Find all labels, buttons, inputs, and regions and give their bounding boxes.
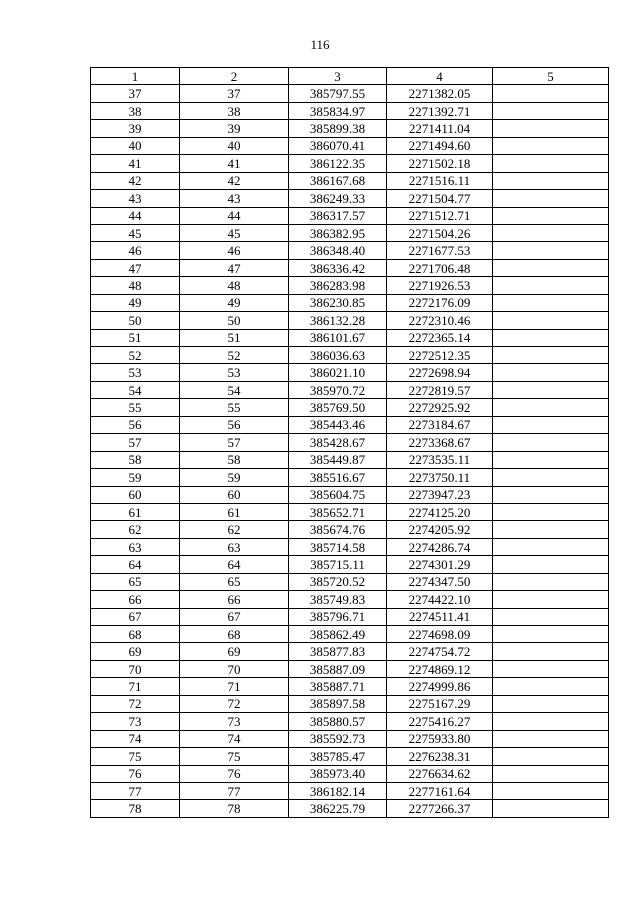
table-row: [91, 573, 609, 590]
table-cell: 75: [180, 748, 289, 765]
table-cell: [493, 294, 609, 311]
table-cell: 56: [91, 416, 180, 433]
table-cell: [493, 207, 609, 224]
table-cell: 72: [91, 695, 180, 712]
table-cell: 2271494.60: [387, 137, 493, 154]
table-cell: 385899.38: [289, 120, 387, 137]
table-cell: 2273184.67: [387, 416, 493, 433]
table-cell: [493, 469, 609, 486]
table-cell: 385714.58: [289, 538, 387, 555]
table-cell: [493, 765, 609, 782]
table-cell: 57: [180, 434, 289, 451]
table-cell: 71: [91, 678, 180, 695]
table-cell: 2277266.37: [387, 800, 493, 817]
table-cell: 2272365.14: [387, 329, 493, 346]
table-row: [91, 259, 609, 276]
table-row: [91, 172, 609, 189]
table-cell: 2272512.35: [387, 347, 493, 364]
table-cell: 385973.40: [289, 765, 387, 782]
table-cell: [493, 538, 609, 555]
table-cell: 38: [91, 102, 180, 119]
table-cell: 2271926.53: [387, 277, 493, 294]
table-cell: 385449.87: [289, 451, 387, 468]
table-row: [91, 155, 609, 172]
table-cell: [493, 643, 609, 660]
table-cell: 40: [180, 137, 289, 154]
table-row: [91, 224, 609, 241]
table-cell: 385674.76: [289, 521, 387, 538]
table-cell: 2274125.20: [387, 503, 493, 520]
column-header: 4: [387, 68, 493, 85]
table-cell: 42: [180, 172, 289, 189]
table-cell: 386122.35: [289, 155, 387, 172]
table-row: [91, 643, 609, 660]
table-cell: [493, 85, 609, 102]
table-cell: 44: [91, 207, 180, 224]
table-cell: 2275167.29: [387, 695, 493, 712]
table-cell: 74: [180, 730, 289, 747]
table-row: [91, 399, 609, 416]
table-row: [91, 695, 609, 712]
table-row: [91, 434, 609, 451]
column-header: 2: [180, 68, 289, 85]
table-cell: 386021.10: [289, 364, 387, 381]
table-cell: 50: [91, 312, 180, 329]
table-row: [91, 748, 609, 765]
table-cell: [493, 137, 609, 154]
table-cell: 58: [91, 451, 180, 468]
table-cell: [493, 416, 609, 433]
table-cell: [493, 556, 609, 573]
table-cell: 39: [180, 120, 289, 137]
table-cell: 42: [91, 172, 180, 189]
table-cell: 2274286.74: [387, 538, 493, 555]
table-cell: 386132.28: [289, 312, 387, 329]
table-cell: [493, 190, 609, 207]
table-cell: 43: [91, 190, 180, 207]
table-cell: 2276634.62: [387, 765, 493, 782]
table-cell: 385785.47: [289, 748, 387, 765]
table-cell: [493, 782, 609, 799]
table-cell: 385769.50: [289, 399, 387, 416]
table-cell: 385897.58: [289, 695, 387, 712]
table-cell: [493, 660, 609, 677]
column-header: 1: [91, 68, 180, 85]
table-row: [91, 626, 609, 643]
table-cell: 386283.98: [289, 277, 387, 294]
table-cell: 51: [180, 329, 289, 346]
table-cell: 61: [91, 503, 180, 520]
table-cell: [493, 347, 609, 364]
table-row: [91, 521, 609, 538]
table-cell: [493, 695, 609, 712]
table-cell: 65: [180, 573, 289, 590]
table-cell: [493, 626, 609, 643]
table-row: [91, 120, 609, 137]
table-cell: 72: [180, 695, 289, 712]
table-cell: 386036.63: [289, 347, 387, 364]
table-cell: 386348.40: [289, 242, 387, 259]
table-cell: 2271516.11: [387, 172, 493, 189]
table-row: [91, 678, 609, 695]
table-cell: 47: [91, 259, 180, 276]
table-cell: 2271504.77: [387, 190, 493, 207]
table-cell: 2273947.23: [387, 486, 493, 503]
table-header-row: [91, 68, 609, 85]
table-cell: 2275416.27: [387, 713, 493, 730]
table-cell: 2273368.67: [387, 434, 493, 451]
table-cell: 75: [91, 748, 180, 765]
table-cell: 385796.71: [289, 608, 387, 625]
table-row: [91, 800, 609, 817]
table-cell: 68: [91, 626, 180, 643]
table-cell: 385887.71: [289, 678, 387, 695]
table-cell: [493, 521, 609, 538]
table-cell: 2272310.46: [387, 312, 493, 329]
table-cell: 386070.41: [289, 137, 387, 154]
table-cell: [493, 259, 609, 276]
table-row: [91, 469, 609, 486]
table-cell: 385428.67: [289, 434, 387, 451]
table-cell: 2275933.80: [387, 730, 493, 747]
table-row: [91, 713, 609, 730]
table-cell: [493, 277, 609, 294]
table-cell: [493, 678, 609, 695]
table-cell: 385720.52: [289, 573, 387, 590]
table-cell: [493, 312, 609, 329]
table-cell: 385834.97: [289, 102, 387, 119]
table-cell: 77: [91, 782, 180, 799]
table-cell: 65: [91, 573, 180, 590]
table-row: [91, 207, 609, 224]
table-cell: 63: [180, 538, 289, 555]
table-cell: 41: [180, 155, 289, 172]
table-cell: 2274347.50: [387, 573, 493, 590]
table-cell: 47: [180, 259, 289, 276]
table-cell: 69: [180, 643, 289, 660]
table-cell: 39: [91, 120, 180, 137]
table-cell: 2274301.29: [387, 556, 493, 573]
table-cell: 2271512.71: [387, 207, 493, 224]
table-cell: 64: [180, 556, 289, 573]
table-cell: 2271706.48: [387, 259, 493, 276]
table-cell: [493, 381, 609, 398]
table-cell: 2272925.92: [387, 399, 493, 416]
table-cell: 2273535.11: [387, 451, 493, 468]
table-cell: [493, 242, 609, 259]
table-cell: 64: [91, 556, 180, 573]
table-cell: [493, 608, 609, 625]
table-cell: 385516.67: [289, 469, 387, 486]
table-cell: 41: [91, 155, 180, 172]
table-cell: 48: [180, 277, 289, 294]
coordinates-table: [90, 67, 609, 818]
table-cell: 385443.46: [289, 416, 387, 433]
table-cell: 60: [180, 486, 289, 503]
table-cell: 73: [180, 713, 289, 730]
table-cell: 59: [91, 469, 180, 486]
table-body: [91, 85, 609, 817]
table-cell: 2274422.10: [387, 591, 493, 608]
table-cell: 76: [180, 765, 289, 782]
table-cell: [493, 172, 609, 189]
table-cell: 53: [180, 364, 289, 381]
table-cell: 50: [180, 312, 289, 329]
table-cell: 386101.67: [289, 329, 387, 346]
table-row: [91, 294, 609, 311]
table-cell: [493, 573, 609, 590]
table-cell: 48: [91, 277, 180, 294]
table-cell: 2271411.04: [387, 120, 493, 137]
table-row: [91, 556, 609, 573]
table-cell: 2272819.57: [387, 381, 493, 398]
table-cell: 2271677.53: [387, 242, 493, 259]
table-cell: 385877.83: [289, 643, 387, 660]
table-cell: 49: [91, 294, 180, 311]
table-cell: [493, 800, 609, 817]
table-cell: 386167.68: [289, 172, 387, 189]
table-cell: 385604.75: [289, 486, 387, 503]
table-cell: 46: [180, 242, 289, 259]
table-cell: 78: [91, 800, 180, 817]
table-cell: 53: [91, 364, 180, 381]
table-row: [91, 364, 609, 381]
page-number: 116: [310, 37, 330, 52]
table-cell: [493, 486, 609, 503]
table-cell: 62: [180, 521, 289, 538]
table-cell: [493, 730, 609, 747]
table-cell: 2271382.05: [387, 85, 493, 102]
table-cell: 38: [180, 102, 289, 119]
table-cell: 73: [91, 713, 180, 730]
table-row: [91, 730, 609, 747]
table-cell: 2274754.72: [387, 643, 493, 660]
table-row: [91, 660, 609, 677]
table-row: [91, 312, 609, 329]
table-cell: 46: [91, 242, 180, 259]
table-cell: 385652.71: [289, 503, 387, 520]
table-cell: 71: [180, 678, 289, 695]
table-cell: 386249.33: [289, 190, 387, 207]
table-row: [91, 591, 609, 608]
table-cell: 37: [180, 85, 289, 102]
table-row: [91, 85, 609, 102]
table-row: [91, 416, 609, 433]
table-cell: 69: [91, 643, 180, 660]
table-cell: 56: [180, 416, 289, 433]
table-cell: 2277161.64: [387, 782, 493, 799]
table-cell: 385887.09: [289, 660, 387, 677]
table-cell: 385880.57: [289, 713, 387, 730]
table-row: [91, 102, 609, 119]
table-row: [91, 486, 609, 503]
table-cell: [493, 748, 609, 765]
table-cell: 76: [91, 765, 180, 782]
table-cell: 60: [91, 486, 180, 503]
table-cell: 2274205.92: [387, 521, 493, 538]
table-cell: [493, 399, 609, 416]
table-cell: 385592.73: [289, 730, 387, 747]
table-cell: [493, 713, 609, 730]
table-row: [91, 503, 609, 520]
table-cell: 2274869.12: [387, 660, 493, 677]
table-row: [91, 190, 609, 207]
table-cell: 2274511.41: [387, 608, 493, 625]
table-row: [91, 137, 609, 154]
table-cell: 44: [180, 207, 289, 224]
table-cell: 63: [91, 538, 180, 555]
table-row: [91, 347, 609, 364]
table-row: [91, 608, 609, 625]
table-cell: 386382.95: [289, 224, 387, 241]
table-cell: 385970.72: [289, 381, 387, 398]
table-cell: 45: [91, 224, 180, 241]
table-cell: 385715.11: [289, 556, 387, 573]
table-cell: 70: [180, 660, 289, 677]
table-cell: 54: [91, 381, 180, 398]
table-cell: 386225.79: [289, 800, 387, 817]
table-cell: 77: [180, 782, 289, 799]
table-cell: 37: [91, 85, 180, 102]
table-cell: 385862.49: [289, 626, 387, 643]
table-cell: 2271502.18: [387, 155, 493, 172]
table-row: [91, 381, 609, 398]
table-cell: 2272698.94: [387, 364, 493, 381]
table-cell: 386336.42: [289, 259, 387, 276]
table-cell: 45: [180, 224, 289, 241]
table-cell: 62: [91, 521, 180, 538]
column-header: 3: [289, 68, 387, 85]
table-cell: 2274999.86: [387, 678, 493, 695]
table-cell: [493, 591, 609, 608]
table-cell: 66: [180, 591, 289, 608]
table-cell: 52: [91, 347, 180, 364]
table-cell: 59: [180, 469, 289, 486]
table-cell: [493, 155, 609, 172]
table-cell: 2274698.09: [387, 626, 493, 643]
table-cell: 385749.83: [289, 591, 387, 608]
table-cell: 68: [180, 626, 289, 643]
table-cell: 55: [180, 399, 289, 416]
column-header: 5: [493, 68, 609, 85]
table-row: [91, 242, 609, 259]
table-cell: 66: [91, 591, 180, 608]
table-row: [91, 277, 609, 294]
table-cell: 61: [180, 503, 289, 520]
table-cell: 385797.55: [289, 85, 387, 102]
table-cell: [493, 434, 609, 451]
table-row: [91, 538, 609, 555]
table-cell: 2271392.71: [387, 102, 493, 119]
table-cell: 57: [91, 434, 180, 451]
table-cell: 67: [91, 608, 180, 625]
table-cell: 2272176.09: [387, 294, 493, 311]
table-cell: 67: [180, 608, 289, 625]
table-cell: [493, 102, 609, 119]
table-cell: 40: [91, 137, 180, 154]
table-cell: 55: [91, 399, 180, 416]
table-row: [91, 765, 609, 782]
table-cell: 54: [180, 381, 289, 398]
table-row: [91, 782, 609, 799]
table-cell: 386230.85: [289, 294, 387, 311]
table-cell: [493, 224, 609, 241]
table-cell: 51: [91, 329, 180, 346]
table-cell: 70: [91, 660, 180, 677]
table-cell: [493, 503, 609, 520]
table-cell: 58: [180, 451, 289, 468]
table-cell: 74: [91, 730, 180, 747]
table-cell: [493, 364, 609, 381]
table-cell: 52: [180, 347, 289, 364]
table-cell: [493, 451, 609, 468]
table-cell: 386182.14: [289, 782, 387, 799]
table-cell: 2273750.11: [387, 469, 493, 486]
table-cell: 49: [180, 294, 289, 311]
table-cell: [493, 120, 609, 137]
table-cell: 386317.57: [289, 207, 387, 224]
table-cell: 2276238.31: [387, 748, 493, 765]
table-cell: 2271504.26: [387, 224, 493, 241]
table-cell: [493, 329, 609, 346]
table-cell: 43: [180, 190, 289, 207]
table-row: [91, 329, 609, 346]
table-cell: 78: [180, 800, 289, 817]
table-row: [91, 451, 609, 468]
